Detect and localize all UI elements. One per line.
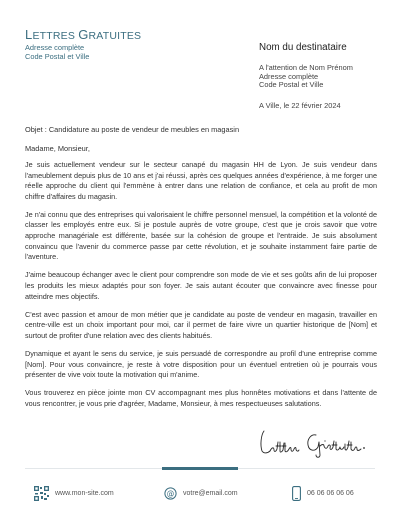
paragraph: Je suis actuellement vendeur sur le secteur canapé du magasin HH de Lyon. Je suis vendeur dans l'ameublement depuis plus de 10 ans et j'ai réussi, après ces quelques années d'expérience, à me forger une réelle approche du client qui l'emmène à entrer dans une relation de confiance, et cela au profit de mon chiffre d'affaires du magasin. <box>25 160 377 201</box>
email-text[interactable]: votre@email.com <box>183 489 238 497</box>
brand-word-2: RATUITES <box>88 30 142 42</box>
brand-initial-1: L <box>25 27 33 42</box>
sender-postal: Code Postal et Ville <box>25 52 90 61</box>
footer-accent-bar <box>162 467 238 470</box>
letter-body <box>25 160 377 417</box>
recipient-block <box>259 64 353 90</box>
recipient-attention: A l'attention de Nom Prénom <box>259 63 353 72</box>
salutation: Madame, Monsieur, <box>25 144 90 153</box>
recipient-address: Adresse complète <box>259 71 319 81</box>
svg-text:@: @ <box>166 488 175 498</box>
recipient-name: Nom du destinataire <box>259 42 347 53</box>
paragraph: Je n'ai connu que des entreprises qui valorisaient le chiffre personnel mensuel, la compétition et la volonté de classer les employés entre eux. Si je postule auprès de votre groupe, c'est que je crois savoir que votre approche managériale est différente, basée sur la cohésion de groupe et l'entraide. Je suis absolument convaincu que l'avenir du commerce passe par cette révolution, et je souhaite instamment faire partie de l'aventure. <box>25 209 377 262</box>
phone-icon <box>292 486 301 501</box>
sender-block <box>25 43 89 61</box>
recipient-postal: Code Postal et Ville <box>259 80 324 89</box>
date-line: A Ville, le 22 février 2024 <box>259 101 341 110</box>
footer-phone <box>292 484 354 502</box>
paragraph: J'aime beaucoup échanger avec le client pour comprendre son mode de vie et ses goûts afin de lui proposer les produits les mieux adaptés pour son foyer. Je sais autant écouter que convaincre avec finesse pour atteindre mes objectifs. <box>25 270 377 301</box>
paragraph: Vous trouverez en pièce jointe mon CV accompagnant mes plus honnêtes motivations et dans l'attente de vous rencontrer, je vous prie d'agréer, Madame, Monsieur, à mes respectueuses salutations. <box>25 388 377 408</box>
footer-website <box>34 484 114 502</box>
letter-object: Objet : Candidature au poste de vendeur de meubles en magasin <box>25 125 240 134</box>
paragraph: C'est avec passion et amour de mon métier que je candidate au poste de vendeur en magasin, travailler en centre-ville est un choix important pour moi, car il permet de faire vivre un quartier historique de [Nom] et surtout de profiter d'une relation avec des clients habitués. <box>25 309 377 340</box>
sender-address: Adresse complète <box>25 43 85 52</box>
brand-initial-2: G <box>78 27 89 42</box>
brand-logo <box>25 27 141 42</box>
website-text[interactable]: www.mon-site.com <box>55 489 114 497</box>
qr-code-icon <box>34 486 49 501</box>
brand-word-1: ETTRES <box>32 30 79 42</box>
footer-email <box>164 484 238 502</box>
phone-text[interactable]: 06 06 06 06 06 <box>307 489 354 497</box>
paragraph: Dynamique et ayant le sens du service, je suis persuadé de correspondre au profil d'une entreprise comme [Nom]. Pour vous convaincre, je reste à votre disposition pour un éventuel entretien où je pourrais vous présenter de vive voix toute la motivation qui m'anime. <box>25 348 377 380</box>
signature-image <box>258 425 368 459</box>
at-sign-icon <box>164 487 177 500</box>
